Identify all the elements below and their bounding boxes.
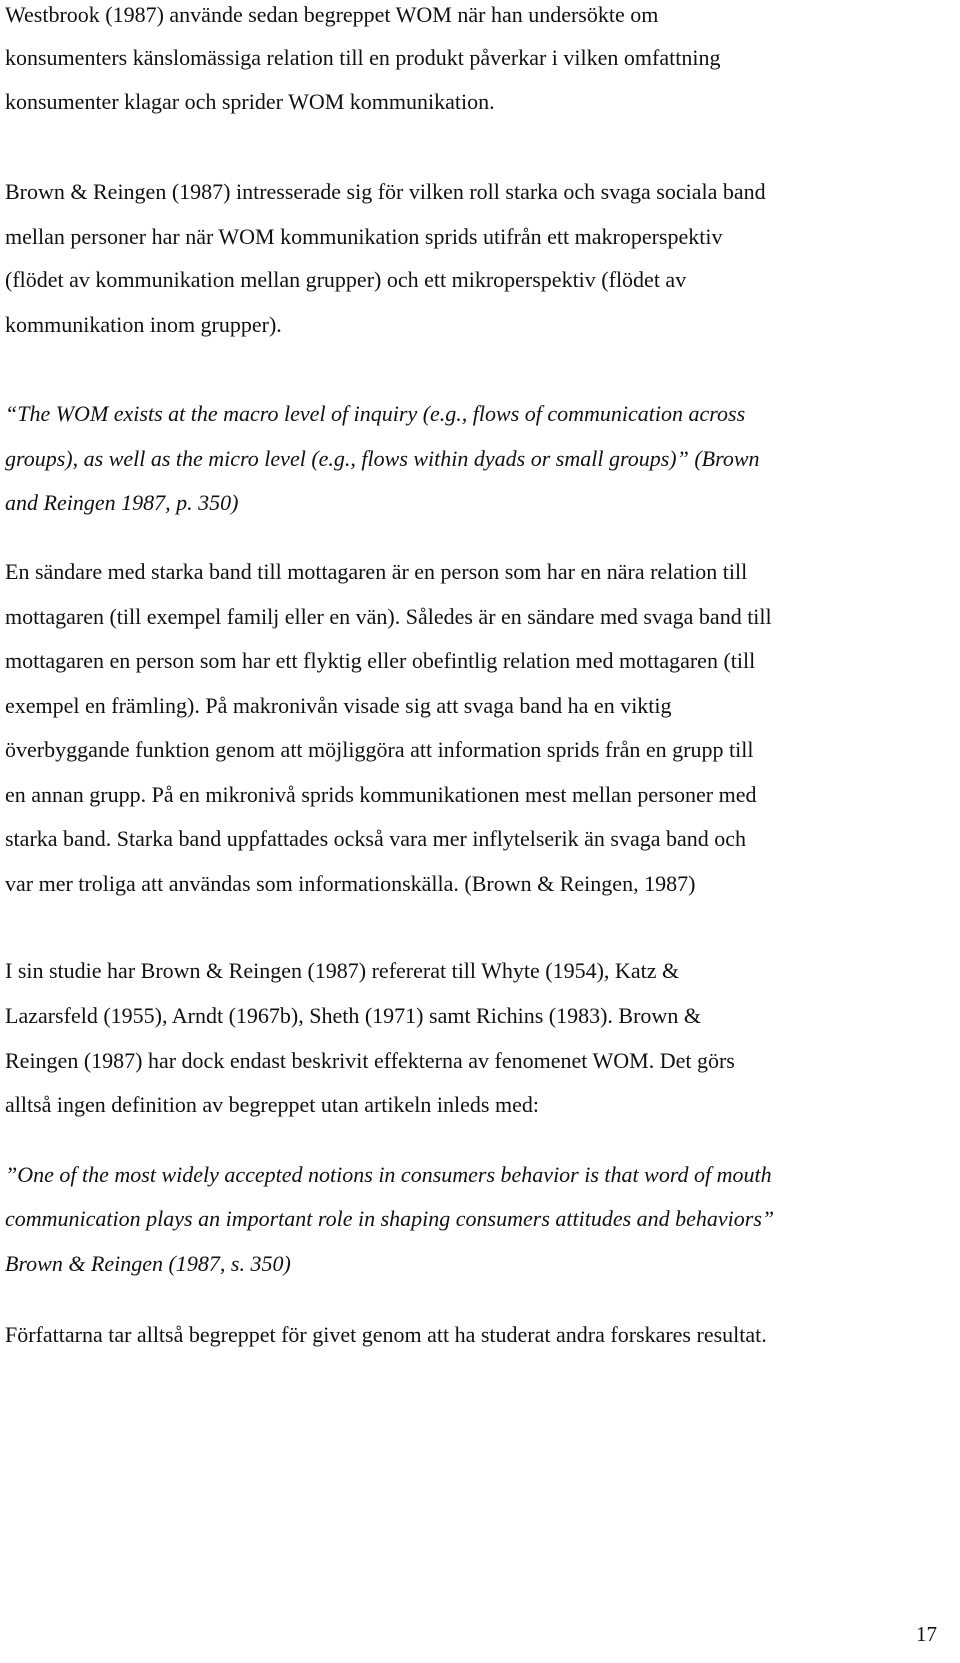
text-line: kommunikation inom grupper). (5, 312, 282, 337)
quote-line: communication plays an important role in shaping consumers attitudes and behaviors” (5, 1206, 775, 1231)
text-line: en annan grupp. På en mikronivå sprids kommunikationen mest mellan personer med (5, 782, 757, 807)
text-line: exempel en främling). På makronivån visade sig att svaga band ha en viktig (5, 693, 672, 718)
text-line: alltså ingen definition av begreppet utan artikeln inleds med: (5, 1092, 539, 1117)
text-line: Författarna tar alltså begreppet för givet genom att ha studerat andra forskares resultat. (5, 1322, 767, 1347)
quote-line: and Reingen 1987, p. 350) (5, 490, 239, 515)
text-line: konsumenters känslomässiga relation till en produkt påverkar i vilken omfattning (5, 45, 721, 70)
text-line: mottagaren en person som har ett flyktig eller obefintlig relation med mottagaren (till (5, 648, 756, 673)
text-line: mottagaren (till exempel familj eller en vän). Således är en sändare med svaga band till (5, 604, 772, 629)
quote-line: Brown & Reingen (1987, s. 350) (5, 1251, 291, 1276)
text-line: mellan personer har när WOM kommunikation sprids utifrån ett makroperspektiv (5, 224, 723, 249)
quote-line: ”One of the most widely accepted notions in consumers behavior is that word of mouth (5, 1162, 772, 1187)
text-line: konsumenter klagar och sprider WOM kommunikation. (5, 89, 495, 114)
text-line: Lazarsfeld (1955), Arndt (1967b), Sheth (1971) samt Richins (1983). Brown & (5, 1003, 701, 1028)
text-line: var mer troliga att användas som informationskälla. (Brown & Reingen, 1987) (5, 871, 696, 896)
text-line: Brown & Reingen (1987) intresserade sig för vilken roll starka och svaga sociala band (5, 179, 766, 204)
page-number: 17 (916, 1622, 937, 1646)
quote-line: groups), as well as the micro level (e.g., flows within dyads or small groups)” (Brown (5, 446, 760, 471)
text-line: Westbrook (1987) använde sedan begreppet WOM när han undersökte om (5, 2, 659, 27)
text-line: starka band. Starka band uppfattades också vara mer inflytelserik än svaga band och (5, 826, 747, 851)
text-line: (flödet av kommunikation mellan grupper) och ett mikroperspektiv (flödet av (5, 267, 687, 292)
text-line: överbyggande funktion genom att möjliggöra att information sprids från en grupp till (5, 737, 754, 762)
text-line: Reingen (1987) har dock endast beskrivit effekterna av fenomenet WOM. Det görs (5, 1048, 735, 1073)
text-line: En sändare med starka band till mottagaren är en person som har en nära relation till (5, 559, 748, 584)
quote-line: “The WOM exists at the macro level of inquiry (e.g., flows of communication across (5, 401, 746, 426)
text-line: I sin studie har Brown & Reingen (1987) refererat till Whyte (1954), Katz & (5, 958, 680, 983)
